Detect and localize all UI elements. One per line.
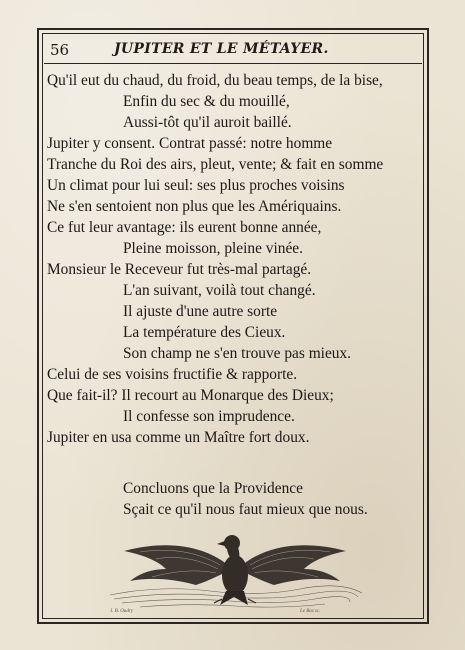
page-number: 56 bbox=[50, 41, 70, 59]
verse-line: Sçait ce qu'il nous faut mieux que nous. bbox=[123, 501, 368, 518]
verse-line: Qu'il eut du chaud, du froid, du beau temps, de la bise, bbox=[47, 72, 383, 89]
running-title: JUPITER ET LE MÉTAYER. bbox=[114, 41, 329, 57]
verse-line: Monsieur le Receveur fut très-mal partagé. bbox=[47, 261, 312, 278]
verse-line: Son champ ne s'en trouve pas mieux. bbox=[123, 345, 352, 362]
page-header bbox=[44, 38, 422, 62]
verse-line: Tranche du Roi des airs, pleut, vente; & fait en somme bbox=[47, 156, 384, 173]
verse-line: Ne s'en sentoient non plus que les Amériquains. bbox=[47, 198, 342, 215]
verse-line: Un climat pour lui seul: ses plus proches voisins bbox=[47, 177, 345, 194]
header-rule bbox=[44, 63, 422, 64]
verse-line: Que fait-il? Il recourt au Monarque des Dieux; bbox=[47, 387, 334, 404]
vignette-signature-left: J. B. Oudry bbox=[110, 609, 134, 614]
verse-line: Concluons que la Providence bbox=[123, 480, 303, 497]
verse-line: Enfin du sec & du mouillé, bbox=[123, 93, 290, 110]
verse-line: Aussi-tôt qu'il auroit baillé. bbox=[123, 114, 292, 131]
vignette-signature-right: Le Bas sc. bbox=[300, 609, 321, 614]
verse-line: L'an suivant, voilà tout changé. bbox=[123, 282, 316, 299]
verse-line: La température des Cieux. bbox=[123, 324, 286, 341]
verse-line: Ce fut leur avantage: ils eurent bonne année, bbox=[47, 219, 322, 236]
verse-line: Il ajuste d'une autre sorte bbox=[123, 303, 278, 320]
verse-line: Jupiter en usa comme un Maître fort doux. bbox=[47, 429, 310, 446]
verse-line: Celui de ses voisins fructifie & rapporte. bbox=[47, 366, 298, 383]
eagle-vignette-icon bbox=[100, 525, 370, 617]
verse-line: Pleine moisson, pleine vinée. bbox=[123, 240, 303, 257]
verse-line: Jupiter y consent. Contrat passé: notre homme bbox=[47, 135, 333, 152]
verse-line: Il confesse son imprudence. bbox=[123, 408, 295, 425]
